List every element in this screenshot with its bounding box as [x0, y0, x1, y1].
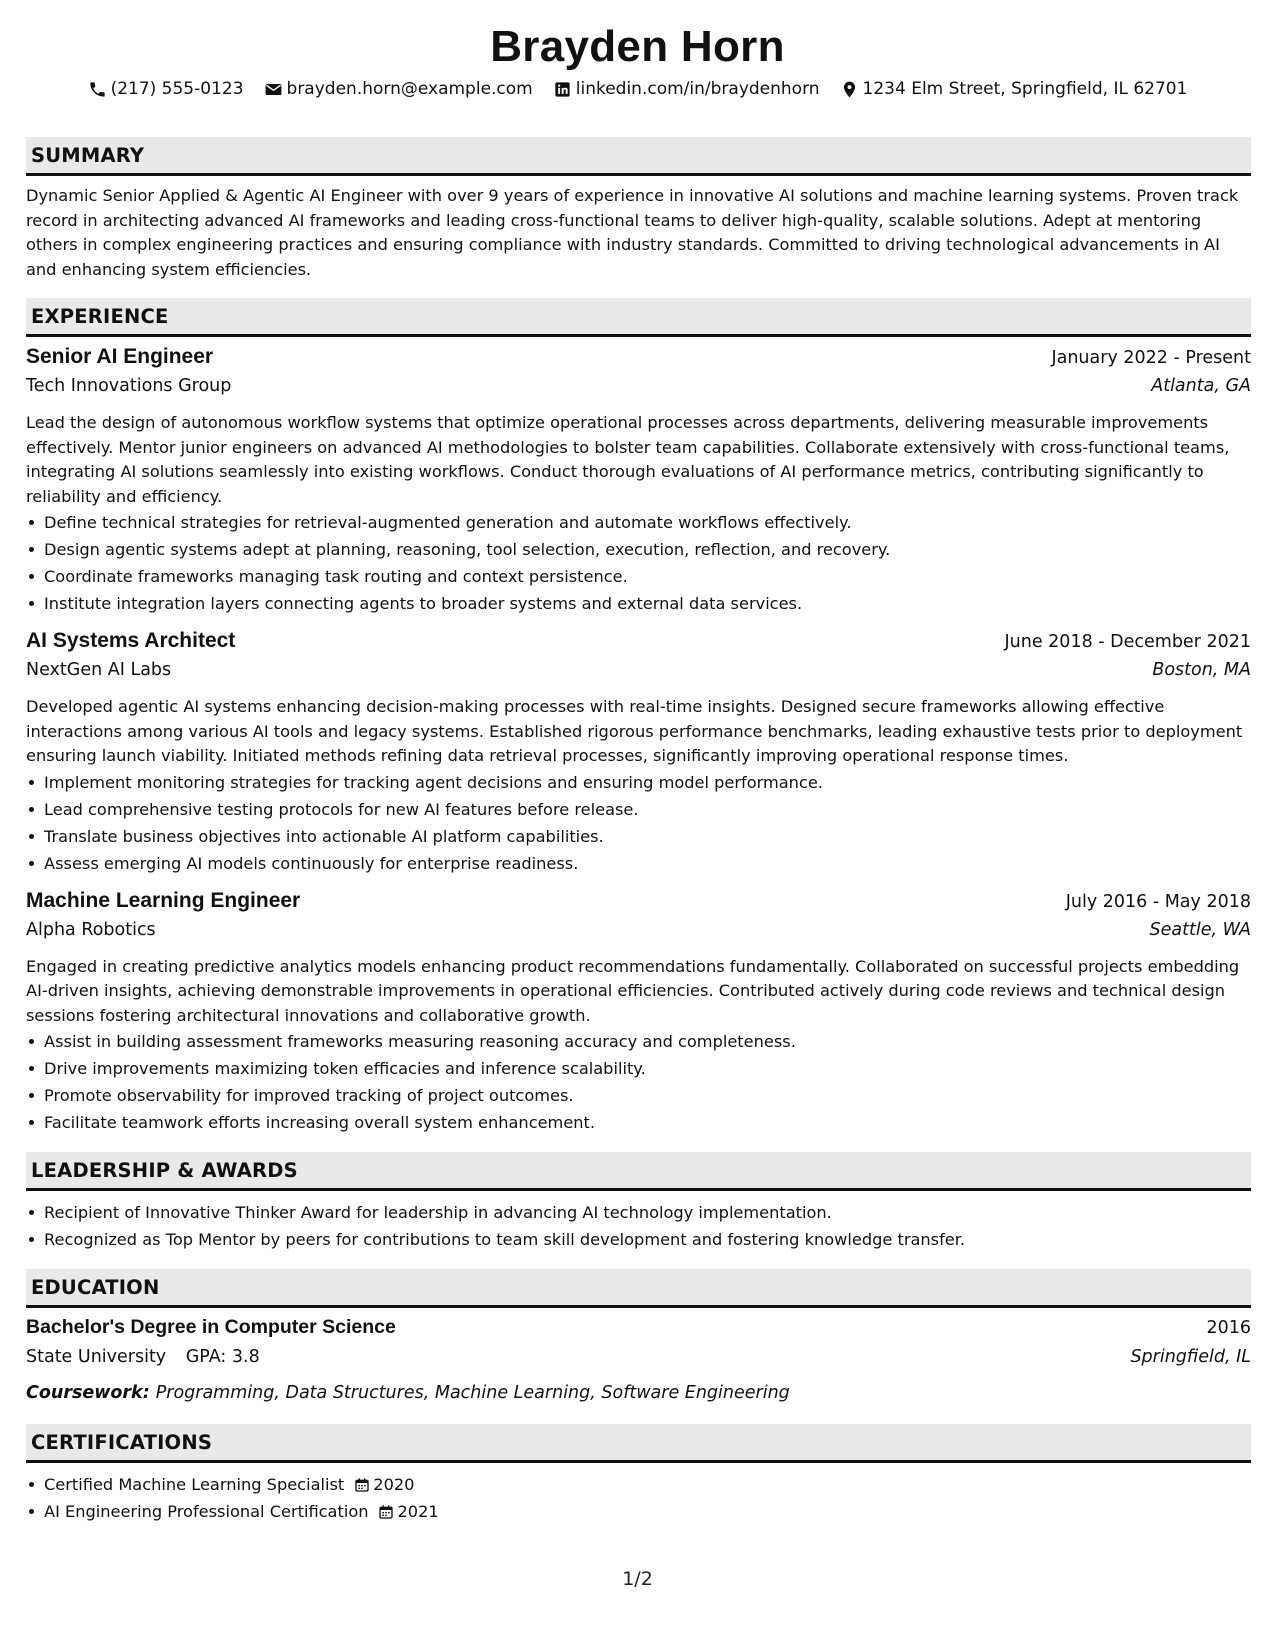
phone-text: (217) 555-0123 — [110, 79, 244, 99]
cert-year: 2020 — [373, 1475, 415, 1494]
contact-linkedin[interactable] — [553, 79, 820, 99]
linkedin-icon — [553, 80, 572, 99]
job-dates: January 2022 - Present — [1051, 348, 1251, 368]
linkedin-text: linkedin.com/in/braydenhorn — [575, 79, 820, 99]
awards-list — [26, 1199, 1251, 1253]
section-heading: CERTIFICATIONS — [26, 1424, 1251, 1463]
email-text: brayden.horn@example.com — [286, 79, 533, 99]
contact-bar — [0, 79, 1275, 99]
cert-year: 2021 — [397, 1502, 439, 1521]
summary-section — [26, 137, 1251, 282]
job-company: Tech Innovations Group — [26, 376, 232, 396]
list-item: Recipient of Innovative Thinker Award for leadership in advancing AI technology implementation. — [26, 1199, 1251, 1226]
address-text: 1234 Elm Street, Springfield, IL 62701 — [862, 79, 1188, 99]
page-number: 1/2 — [622, 1568, 653, 1590]
list-item: Translate business objectives into actionable AI platform capabilities. — [26, 823, 1251, 850]
section-heading: SUMMARY — [26, 137, 1251, 176]
job-dates: July 2016 - May 2018 — [1065, 891, 1251, 912]
section-heading: LEADERSHIP & AWARDS — [26, 1152, 1251, 1191]
job-company: NextGen AI Labs — [26, 660, 172, 680]
gpa: GPA: 3.8 — [185, 1347, 260, 1367]
coursework — [26, 1378, 1251, 1408]
cert-name: AI Engineering Professional Certification — [44, 1502, 369, 1521]
map-pin-icon — [840, 80, 859, 99]
job-location: Boston, MA — [1152, 660, 1251, 680]
contact-email[interactable] — [264, 79, 533, 99]
job-entry — [26, 889, 1251, 1137]
phone-icon — [88, 80, 107, 99]
list-item: Coordinate frameworks managing task routing and context persistence. — [26, 563, 1251, 590]
contact-address — [840, 79, 1188, 99]
list-item: Promote observability for improved tracking of project outcomes. — [26, 1082, 1251, 1109]
job-description: Lead the design of autonomous workflow systems that optimize operational processes across departments, delivering measurable improvements effectively. Mentor junior engineers on advanced AI methodologies to bolster team capabilities. Collaborate extensively with cross-functional teams, integrating AI solutions seamlessly into existing workflows. Conduct thorough evaluations of AI performance metrics, contributing significantly to reliability and efficiency. — [26, 413, 1230, 506]
education-section — [26, 1269, 1251, 1408]
cert-name: Certified Machine Learning Specialist — [44, 1475, 345, 1494]
job-company: Alpha Robotics — [26, 919, 156, 940]
section-heading: EXPERIENCE — [26, 298, 1251, 337]
job-dates: June 2018 - December 2021 — [1004, 632, 1251, 652]
list-item: Implement monitoring strategies for tracking agent decisions and ensuring model performance. — [26, 769, 1251, 796]
calendar-icon — [354, 1477, 370, 1493]
job-entry — [26, 345, 1251, 617]
job-entry — [26, 629, 1251, 877]
envelope-icon — [264, 80, 283, 99]
degree-title: Bachelor's Degree in Computer Science — [26, 1316, 396, 1338]
job-description: Developed agentic AI systems enhancing decision-making processes with real-time insights. Designed secure frameworks allowing effective interactions among various AI tools and legacy systems. Established rigorous performance benchmarks, leading exhaustive tests prior to deployment ensuring launch viability. Initiated methods refining data retrieval processes, significantly improving operational response times. — [26, 697, 1243, 765]
coursework-label: Coursework: — [26, 1383, 150, 1403]
awards-section — [26, 1152, 1251, 1253]
coursework-list: Programming, Data Structures, Machine Learning, Software Engineering — [155, 1383, 790, 1403]
summary-text: Dynamic Senior Applied & Agentic AI Engineer with over 9 years of experience in innovative AI solutions and machine learning systems. Proven track record in architecting advanced AI frameworks and leading cross-functional teams to deliver high-quality, scalable solutions. Adept at mentoring others in complex engineering practices and ensuring compliance with industry standards. Committed to driving technological advancements in AI and enhancing system efficiencies. — [26, 186, 1239, 279]
job-title: AI Systems Architect — [26, 629, 236, 652]
list-item: Design agentic systems adept at planning, reasoning, tool selection, execution, reflection, and recovery. — [26, 536, 1251, 563]
list-item: Facilitate teamwork efforts increasing overall system enhancement. — [26, 1109, 1251, 1136]
certifications-list — [26, 1471, 1251, 1525]
job-bullets — [26, 769, 1251, 877]
section-heading: EDUCATION — [26, 1269, 1251, 1308]
list-item: Lead comprehensive testing protocols for new AI features before release. — [26, 796, 1251, 823]
job-location: Atlanta, GA — [1151, 376, 1251, 396]
list-item: Institute integration layers connecting agents to broader systems and external data services. — [26, 590, 1251, 617]
list-item: Assess emerging AI models continuously for enterprise readiness. — [26, 850, 1251, 877]
school-name: State University — [26, 1347, 167, 1367]
list-item: Assist in building assessment frameworks measuring reasoning accuracy and completeness. — [26, 1028, 1251, 1055]
resume-body — [26, 137, 1251, 1541]
job-description: Engaged in creating predictive analytics models enhancing product recommendations fundamentally. Collaborated on successful projects embedding AI-driven insights, achieving demonstrable improvements in operational efficiencies. Contributed actively during code reviews and technical design sessions fostering architectural innovations and collaborative growth. — [26, 956, 1240, 1025]
job-title: Machine Learning Engineer — [26, 888, 301, 912]
list-item: Recognized as Top Mentor by peers for contributions to team skill development and fostering knowledge transfer. — [26, 1226, 1251, 1253]
job-title: Senior AI Engineer — [26, 345, 214, 368]
certifications-section — [26, 1424, 1251, 1525]
degree-year: 2016 — [1206, 1318, 1251, 1338]
experience-section — [26, 298, 1251, 1136]
list-item: Drive improvements maximizing token efficacies and inference scalability. — [26, 1055, 1251, 1082]
resume-name: Brayden Horn — [490, 22, 785, 71]
contact-phone — [88, 79, 244, 99]
job-bullets — [26, 509, 1251, 617]
job-bullets — [26, 1028, 1251, 1136]
list-item — [26, 1471, 1251, 1498]
job-location: Seattle, WA — [1149, 919, 1251, 940]
school-location: Springfield, IL — [1130, 1347, 1251, 1367]
list-item — [26, 1498, 1251, 1525]
list-item: Define technical strategies for retrieval-augmented generation and automate workflows effectively. — [26, 509, 1251, 536]
calendar-icon — [378, 1504, 394, 1520]
